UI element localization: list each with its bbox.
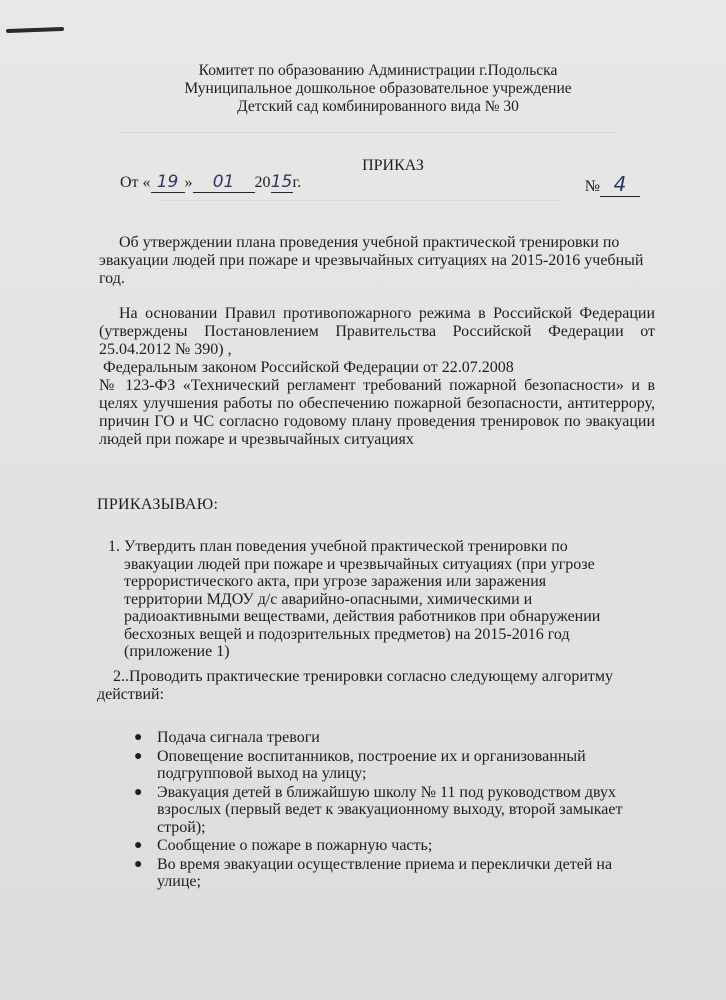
date-month-field <box>193 172 255 193</box>
show-through-line <box>118 122 618 133</box>
header-line-2: Муниципальное дошкольное образовательное учреждение <box>184 80 572 97</box>
action-list <box>134 729 634 892</box>
bullet-icon: ● <box>134 748 143 764</box>
date-month: 01 <box>212 172 235 192</box>
edge-mark <box>6 27 64 33</box>
list-item: ● Подача сигнала тревоги <box>134 729 320 746</box>
basis-paragraph-2: Федеральным законом Российской Федерации от 22.07.2008 <box>103 359 514 376</box>
number-value: 4 <box>613 172 627 196</box>
date-line <box>120 172 640 196</box>
letterhead <box>0 62 726 116</box>
header-line-3: Детский сад комбинированного вида № 30 <box>237 98 519 115</box>
subject-paragraph: Об утверждении плана проведения учебной практической тренировки по эвакуации людей при пожаре и чрезвычайных ситуациях на 2015-2016 учебный год. <box>99 234 644 287</box>
date-day-field <box>151 172 185 193</box>
bullet-icon: ● <box>134 784 143 800</box>
basis-paragraph-1: На основании Правил противопожарного режима в Российской Федерации (утверждены Постановлением Правительства Российской Федерации от 25.04.2012 № 390) , <box>99 305 655 358</box>
bullet-icon: ● <box>134 730 143 745</box>
date-year-prefix: 20 <box>254 174 271 191</box>
item-number: 1. <box>108 538 120 555</box>
list-item: ● Сообщение о пожаре в пожарную часть; <box>134 837 433 854</box>
order-number <box>585 172 640 197</box>
date-suffix: г. <box>292 174 302 191</box>
order-heading: ПРИКАЗЫВАЮ: <box>97 496 219 513</box>
item-text: Утвердить план поведения учебной практической тренировки по эвакуации людей при пожаре и чрезвычайных ситуациях (при угрозе террористического акта, при угрозе заражения или заражения территории МДОУ д/с аварийно-опасными, химическими и радиоактивными веществами, действия работников при обнаружении бесхозных вещей и подозрительных предметов) на 2015-2016 год (приложение 1) <box>124 538 601 660</box>
header-line-1: Комитет по образованию Администрации г.Подольска <box>198 62 558 79</box>
list-item: ● Во время эвакуации осуществление приема и переклички детей на улице; <box>134 855 613 890</box>
document-title: ПРИКАЗ <box>362 157 424 174</box>
list-item: ● Эвакуация детей в ближайшую школу № 11 под руководством двух взрослых (первый ведет к эвакуационному выходу, второй замыкает строй); <box>134 783 623 836</box>
basis-paragraph-3: № 123-ФЗ «Технический регламент требований пожарной безопасности» и в целях улучшения работы по обеспечению пожарной безопасности, антитеррору, причин ГО и ЧС согласно годовому плану проведения тренировок по эвакуации людей при пожаре и чрезвычайных ситуациях <box>99 377 655 448</box>
date-year: 15 <box>270 172 293 192</box>
basis-section <box>99 305 655 449</box>
date-prefix: От « <box>120 174 151 191</box>
number-field <box>600 172 640 197</box>
bullet-icon: ● <box>134 856 143 872</box>
date-mid: » <box>184 174 193 191</box>
date-year-field <box>271 172 293 193</box>
date-day: 19 <box>156 172 179 192</box>
number-label: № <box>584 178 600 195</box>
order-item-2: 2..Проводить практические тренировки согласно следующему алгоритму действий: <box>97 668 613 703</box>
list-item: ● Оповещение воспитанников, построение их и организованный подгрупповой выход на улицу; <box>134 747 586 782</box>
bullet-icon: ● <box>134 838 143 853</box>
order-item-1 <box>108 538 628 661</box>
